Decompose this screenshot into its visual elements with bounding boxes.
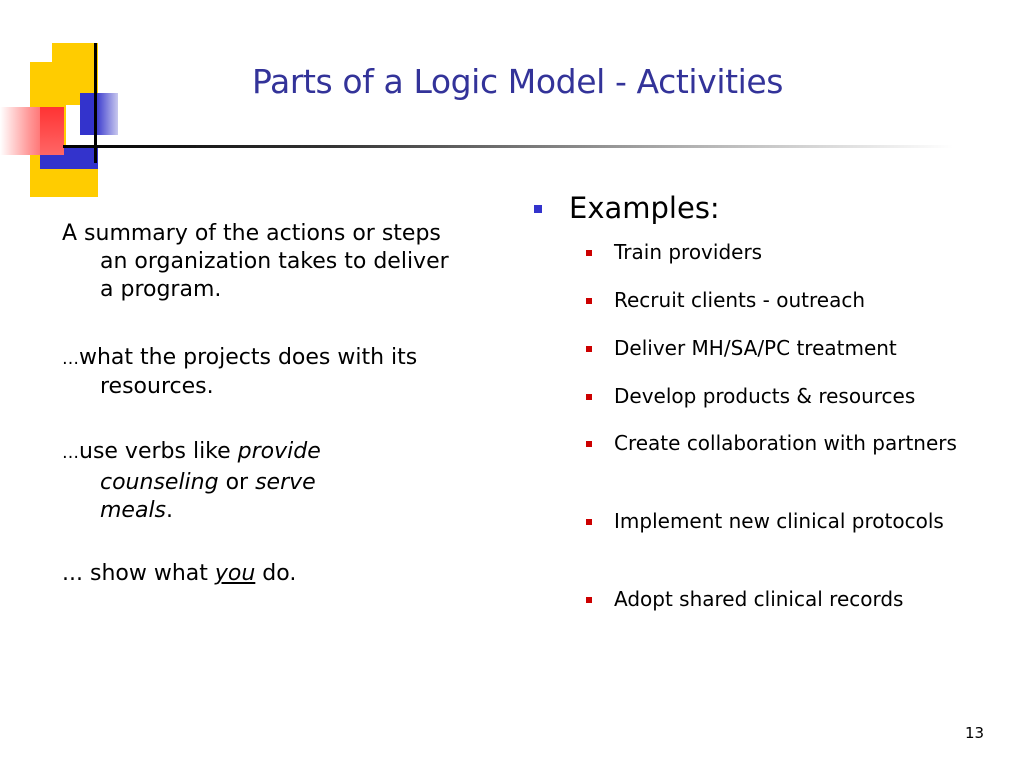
- list-item-text: Train providers: [614, 240, 763, 264]
- page-number: 13: [965, 724, 985, 742]
- resources-text-1: what the projects does with its: [79, 345, 418, 370]
- list-item-text: Deliver MH/SA/PC treatment: [614, 336, 897, 360]
- square-bullet-icon: [586, 519, 592, 525]
- decor-blue-square: [80, 93, 118, 135]
- resources-paragraph: [62, 344, 417, 401]
- square-bullet-icon: [586, 394, 592, 400]
- title-underline-rule: [63, 145, 953, 148]
- show-you: you: [214, 561, 256, 586]
- verbs-period: .: [166, 498, 174, 523]
- square-bullet-icon: [534, 205, 542, 213]
- verbs-line-3: [62, 499, 321, 523]
- verbs-paragraph: [62, 438, 321, 523]
- square-bullet-icon: [586, 250, 592, 256]
- examples-heading-text: Examples:: [569, 191, 720, 225]
- slide-title: Parts of a Logic Model - Activities: [252, 62, 784, 101]
- resources-line-1: [62, 344, 417, 373]
- verbs-counseling: counseling: [100, 470, 219, 495]
- verbs-provide: provide: [237, 439, 321, 464]
- verbs-prefix: use verbs like: [79, 439, 238, 464]
- verbs-serve: serve: [255, 470, 316, 495]
- summary-line-1: A summary of the actions or steps: [62, 221, 441, 246]
- resources-line-2: resources.: [100, 374, 214, 399]
- show-paragraph: [62, 560, 296, 588]
- show-line: [62, 560, 296, 588]
- verbs-line-2: [62, 467, 321, 499]
- show-prefix: show what: [82, 561, 215, 586]
- verbs-ellipsis: …: [62, 443, 79, 463]
- summary-paragraph: [62, 220, 449, 304]
- verbs-line-1: [62, 438, 321, 467]
- list-item-text: Recruit clients - outreach: [614, 288, 866, 312]
- resources-ellipsis: …: [62, 349, 79, 369]
- verbs-or: or: [218, 470, 256, 495]
- show-dots: ...: [62, 561, 83, 586]
- summary-line-3: a program.: [100, 277, 222, 302]
- list-item-text: Create collaboration with partners: [614, 431, 957, 455]
- verbs-meals: meals: [100, 498, 167, 523]
- square-bullet-icon: [586, 346, 592, 352]
- square-bullet-icon: [586, 441, 592, 447]
- decor-red-block: [40, 107, 64, 155]
- list-item-text: Develop products & resources: [614, 384, 916, 408]
- show-suffix: do.: [255, 561, 297, 586]
- square-bullet-icon: [586, 597, 592, 603]
- square-bullet-icon: [586, 298, 592, 304]
- list-item-text: Adopt shared clinical records: [614, 587, 904, 611]
- summary-line-2: an organization takes to deliver: [100, 249, 449, 274]
- list-item-text: Implement new clinical protocols: [614, 509, 944, 533]
